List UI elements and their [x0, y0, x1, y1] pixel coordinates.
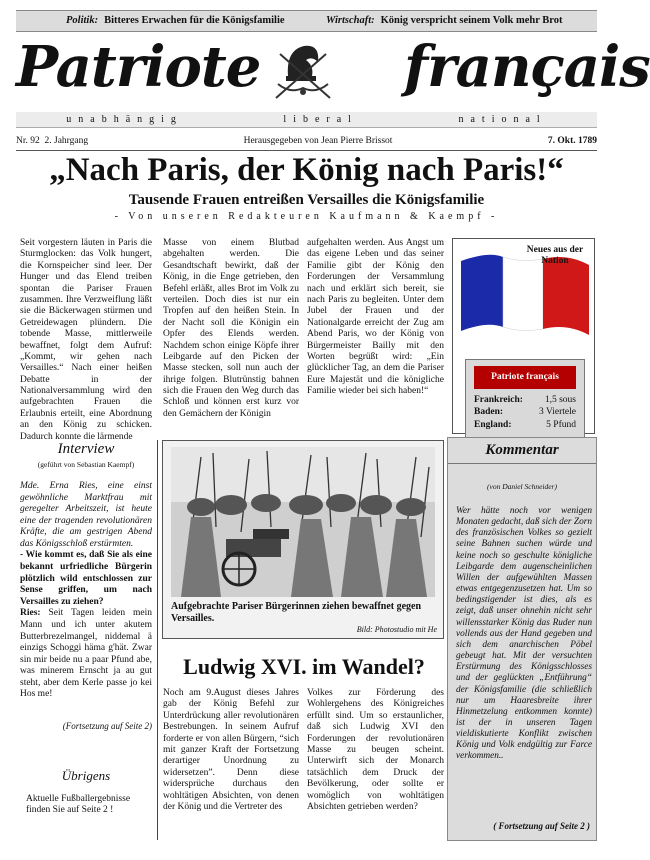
- price-table: [465, 359, 585, 438]
- uebrigens-title: Übrigens: [61, 768, 111, 783]
- uebrigens-text: Aktuelle Fußballergebnisse finden Sie auf Seite 2 !: [26, 794, 131, 816]
- price-row: Frankreich: 1,5 sous: [474, 395, 576, 406]
- issue-meta: [16, 136, 597, 151]
- tagline-word: liberal: [283, 113, 358, 125]
- lead-column-3: aufgehalten werden. Aus Angst um das eigene Leben und das seiner Familie gibt der König den Forderungen der Versammlung nach und erklärt sich bereit, sie nach Paris zu begleiten. Unter dem Jubel der Frauen und der Nationalgarde erreicht der Zug am Abend Paris, wo der König von Bürgermeister Bailly mit den Worten begrüßt wird: „Ein glücklicher Tag, an dem die Pariser Eure Majestät und die königliche Familie wieder bei sich haben!“: [307, 238, 444, 397]
- interview-author: (geführt von Sebastian Kaempf): [37, 460, 135, 469]
- kommentar-box: [447, 437, 597, 841]
- interview-body: [20, 481, 152, 701]
- lead-subhead: Tausende Frauen entreißen Versailles die Königsfamilie: [128, 192, 485, 208]
- news-box-title: Neues aus der Nation: [526, 245, 584, 267]
- tagline: [16, 112, 597, 128]
- issue-number: Nr. 92 2. Jahrgang: [16, 136, 89, 146]
- tagline-word: national: [458, 113, 547, 125]
- ludwig-column-1: Noch am 9.August dieses Jahres gab der König Befehl zur Unterdrückung aller revolutionären Bestrebungen. In seinem Aufruf forderte er von allen Bürgern, “sich mit ganzer Kraft der Fortsetzung derartiger Unordnung zu widersetzen”. Denn diese widersprüche durchaus den wohltätigen Absichten, von denen der König und die Vertreter des: [163, 688, 299, 812]
- lead-column-1: Seit vorgestern läuten in Paris die Sturmglocken: das Volk hungert, die Kornspeicher sind leer. Der Hunger und das Elend treiben spontan die Pariser Frauen zusammen. Ihre Verzweiflung läßt sie die Bäckerwagen stürmen und Getreidewagen plündern. Die tobende Masse, mittlerweile bewaffnet, folgt dem Aufruf: „Kommt, wir gehen nach Versailles.“ Nach einer heißen Debatte in der Nationalversammlung wird den aufgebrachten Frauen die Erlaubnis erteilt, eine Abordnung an den König zu schicken. Dadurch konnte die lärmende: [20, 238, 152, 442]
- price-row: Baden: 3 Viertele: [474, 407, 576, 418]
- news-box: [452, 238, 595, 434]
- phrygian-cap-emblem-icon: [268, 36, 338, 104]
- lead-headline: „Nach Paris, der König nach Paris!“: [49, 152, 564, 188]
- ludwig-column-2: Volkes zur Förderung des Wohlergehens des Königreiches erfüllt sind. Um so erstaunlicher, daß sich Ludwig XVI den Forderungen der revolutionären Masse zu beugen scheint. Unterwirft sich der Monarch tatsächlich dem Druck der Bevölkerung, oder sollte er womöglich von wohltätigen Absichten getrieben werden?: [307, 688, 444, 812]
- ludwig-headline: Ludwig XVI. im Wandel?: [183, 654, 425, 679]
- kommentar-body: Wer hätte noch vor wenigen Monaten gedacht, daß sich der Zorn des französischen Volkes so gezielt seine Bahnen suchen würde und keine noch so geschulte königliche Leibgarde dem augenscheinlichen Willen der aufgewühlten Massen etwas entgegenzusetzen hat. Um so bedingstigender ist dies, als es zeigt, daß unser ohnehin nicht sehr willensstarker König das Ruder nun vollends aus der Hand gegeben und sich dem anarchischen Pöbel gebeugt hat. Mit der versuchten Erstürmung des Königsschlosses und der geglückten „Entführung“ der Königsfamilie (die schließlich nur um Haaresbreite ihrer Hinmetzelung entkommen konnte) ist der in unseren Tagen vieldiskutierte Konflikt zwischen König und Volk endgültig zur Farce verkommen..: [456, 506, 592, 762]
- interview-answer: Ries: Seit Tagen leiden mein Mann und ich unter akutem Butterbrezelmangel, niddemal ä einzigs Schoggi häma g'hät. Zwar sin mir beide nu a paar Pfund abe, was minerem Ernscht ja au gut steht, aber dem Kerle passe jo kei Hos me!: [20, 608, 153, 700]
- kommentar-author: (von Daniel Schneider): [487, 482, 557, 491]
- column-divider: [157, 440, 158, 840]
- interview-continued-link[interactable]: (Fortsetzung auf Seite 2): [62, 721, 152, 731]
- interview-title: Interview: [57, 441, 115, 457]
- lead-column-2: Masse von einem Blutbad abgehalten werden. Die Gesandtschaft bewirkt, daß der König, in die Enge getrieben, den Befehl erläßt, alles Brot im Volk zu verteilen. Doch dies ist nur ein Tropfen auf den heißen Stein. In der Nacht soll die Königin ein Opfer des Elends werden. Nachdem schon einige Köpfe ihrer Leibgarde auf den Picken der Masse stecken, soll nun auch der ihrige folgen. Blutrünstig bahnen sich die Frauen den Weg durch das Schloß und können erst kurz vor den Gemächern der Königin: [163, 238, 299, 419]
- publisher: Herausgegeben von Jean Pierre Brissot: [243, 136, 393, 146]
- lead-byline: - Von unseren Redakteuren Kaufmann & Kaempf -: [114, 211, 499, 222]
- masthead-left: Patriote: [16, 34, 261, 100]
- issue-date: 7. Okt. 1789: [547, 136, 597, 146]
- interview-question: - Wie kommt es, daß Sie als eine bekannt urfriedliche Bürgerin plötzlich wild entschlossen zur Sense griffen, um nach Versailles zu ziehen?: [20, 550, 152, 607]
- topic-bar: [16, 10, 597, 32]
- topic-politik[interactable]: Politik: Bitteres Erwachen für die Königsfamilie: [66, 14, 285, 26]
- kommentar-continued-link[interactable]: ( Fortsetzung auf Seite 2 ): [493, 821, 590, 831]
- masthead-right: français: [404, 34, 650, 100]
- price-table-title: Patriote français: [474, 366, 576, 389]
- interview-intro: Mde. Erna Ries, eine einst gewöhnliche Marktfrau mit geregelter Arbeitszeit, ist heute eine der tragenden revolutionären Kräfte, die am gestrigen Abend das Königsschloß erstürmten.: [20, 481, 152, 549]
- topic-wirtschaft[interactable]: Wirtschaft: König verspricht seinem Volk mehr Brot: [326, 14, 563, 26]
- kommentar-title: Kommentar: [448, 438, 596, 464]
- photo-box: [162, 440, 444, 639]
- price-row: England: 5 Pfund: [474, 419, 576, 430]
- march-on-versailles-illustration: [171, 447, 435, 597]
- tagline-word: unabhängig: [66, 113, 183, 125]
- photo-caption: Aufgebrachte Pariser Bürgerinnen ziehen bewaffnet gegen Versailles. Bild: Photostudio mit He: [171, 601, 437, 634]
- photo-credit: Bild: Photostudio mit He: [356, 624, 437, 634]
